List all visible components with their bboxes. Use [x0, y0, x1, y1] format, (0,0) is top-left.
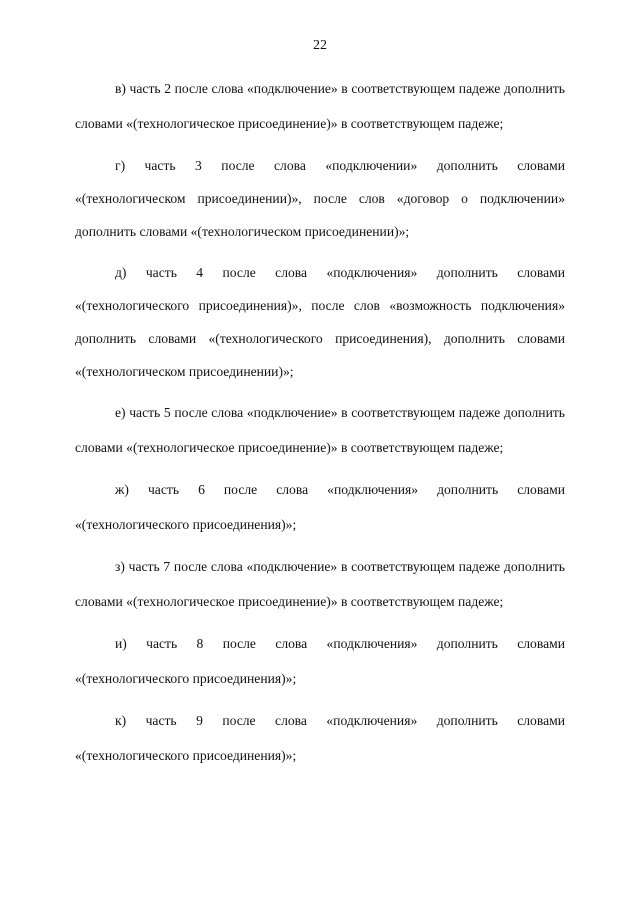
- paragraph-i: и) часть 8 после слова «подключения» дополнить словами «(технологического присоединения)»;: [75, 636, 565, 686]
- paragraph-v: в) часть 2 после слова «подключение» в соответствующем падеже дополнить словами «(технологическое присоединение)» в соответствующем падеже;: [75, 81, 565, 131]
- paragraph-d: д) часть 4 после слова «подключения» дополнить словами «(технологического присоединения)», после слов «возможность подключения» дополнить словами «(технологического присоединения), дополнить словами «(технологическом присоединении)»;: [75, 265, 565, 379]
- page-number: 22: [313, 38, 327, 53]
- paragraph-z: з) часть 7 после слова «подключение» в соответствующем падеже дополнить словами «(технологическое присоединение)» в соответствующем падеже;: [75, 559, 565, 609]
- document-body: [75, 72, 565, 781]
- paragraph-k: к) часть 9 после слова «подключения» дополнить словами «(технологического присоединения)»;: [75, 713, 565, 763]
- paragraph-zh: ж) часть 6 после слова «подключения» дополнить словами «(технологического присоединения)»;: [75, 482, 565, 532]
- paragraph-g: г) часть 3 после слова «подключении» дополнить словами «(технологическом присоединении)», после слов «договор о подключении» дополнить словами «(технологическом присоединении)»;: [75, 158, 565, 239]
- paragraph-e: е) часть 5 после слова «подключение» в соответствующем падеже дополнить словами «(технологическое присоединение)» в соответствующем падеже;: [75, 405, 565, 455]
